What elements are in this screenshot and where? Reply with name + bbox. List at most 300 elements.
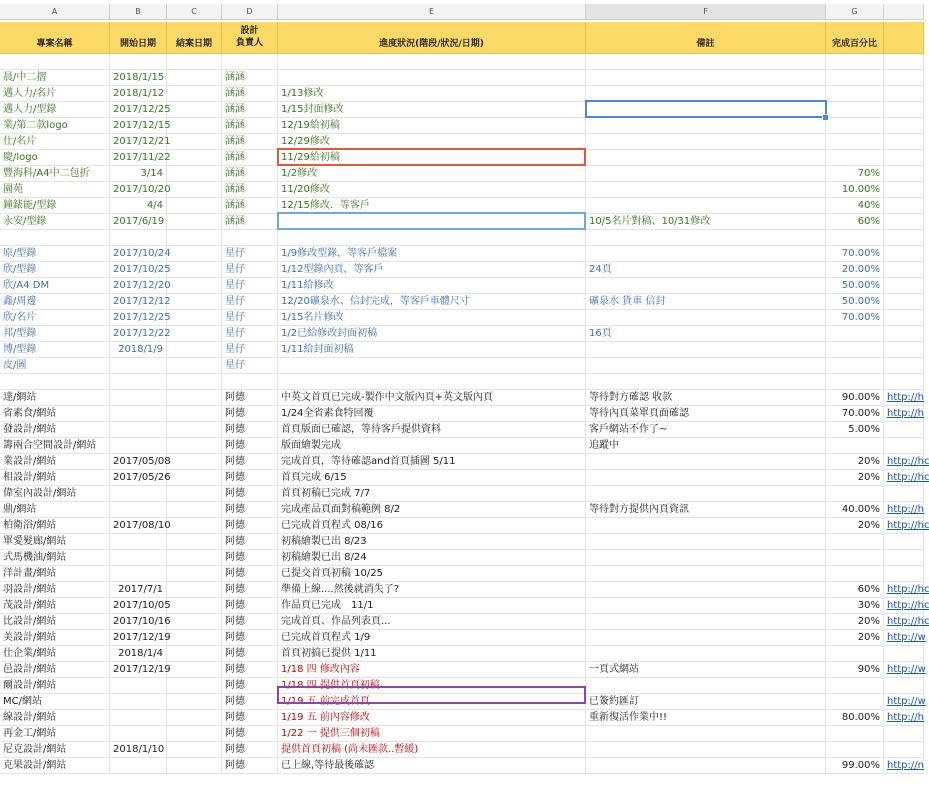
cell-link[interactable]	[884, 86, 924, 102]
cell-link[interactable]	[884, 678, 924, 694]
header-progress[interactable]: 進度狀況(階段/狀況/日期)	[278, 22, 586, 54]
cell-end-date[interactable]	[167, 390, 222, 406]
cell-project[interactable]: 原/型錄	[0, 246, 110, 262]
cell-percent[interactable]: 60%	[826, 214, 884, 230]
column-header-f[interactable]: F	[586, 4, 826, 20]
cell-owner[interactable]: 阿德	[222, 518, 278, 534]
cell-progress[interactable]: 完成首頁、作品列表頁...	[278, 614, 586, 630]
cell-notes[interactable]: 10/5名片對稿、10/31修改	[586, 214, 826, 230]
cell-notes[interactable]	[586, 134, 826, 150]
cell-progress[interactable]	[278, 54, 586, 70]
cell-start-date[interactable]: 2017/10/20	[110, 182, 167, 198]
cell-progress[interactable]: 1/13修改	[278, 86, 586, 102]
cell-percent[interactable]	[826, 438, 884, 454]
cell-end-date[interactable]	[167, 278, 222, 294]
cell-end-date[interactable]	[167, 422, 222, 438]
cell-end-date[interactable]	[167, 86, 222, 102]
cell-start-date[interactable]	[110, 486, 167, 502]
cell-end-date[interactable]	[167, 614, 222, 630]
cell-end-date[interactable]	[167, 646, 222, 662]
cell-start-date[interactable]	[110, 406, 167, 422]
cell-start-date[interactable]: 2017/12/15	[110, 118, 167, 134]
cell-progress[interactable]: 1/24全省素食特回覆	[278, 406, 586, 422]
column-header-b[interactable]: B	[110, 4, 167, 20]
cell-percent[interactable]: 20%	[826, 630, 884, 646]
cell-progress[interactable]: 版面繪製完成	[278, 438, 586, 454]
cell-percent[interactable]	[826, 646, 884, 662]
cell-link[interactable]: http://h	[884, 502, 924, 518]
cell-owner[interactable]: 阿德	[222, 726, 278, 742]
cell-project[interactable]	[0, 54, 110, 70]
cell-project[interactable]: 單愛髮廊/網站	[0, 534, 110, 550]
cell-start-date[interactable]	[110, 726, 167, 742]
cell-percent[interactable]	[826, 70, 884, 86]
cell-link[interactable]	[884, 534, 924, 550]
cell-percent[interactable]: 90.00%	[826, 390, 884, 406]
cell-project[interactable]: MC/網站	[0, 694, 110, 710]
column-header-g[interactable]: G	[826, 4, 884, 20]
cell-progress[interactable]: 完成產品頁面對稿範例 8/2	[278, 502, 586, 518]
cell-link[interactable]	[884, 230, 924, 246]
cell-notes[interactable]: 一頁式網站	[586, 662, 826, 678]
cell-end-date[interactable]	[167, 742, 222, 758]
cell-percent[interactable]	[826, 230, 884, 246]
cell-link[interactable]: http://w	[884, 694, 924, 710]
cell-owner[interactable]: 星仔	[222, 294, 278, 310]
cell-progress[interactable]: 1/15封面修改	[278, 102, 586, 118]
cell-percent[interactable]	[826, 134, 884, 150]
cell-notes[interactable]: 追蹤中	[586, 438, 826, 454]
cell-end-date[interactable]	[167, 758, 222, 774]
cell-owner[interactable]: 阿德	[222, 534, 278, 550]
cell-link[interactable]	[884, 550, 924, 566]
cell-owner[interactable]: 星仔	[222, 342, 278, 358]
cell-percent[interactable]	[826, 374, 884, 390]
cell-link[interactable]: http://h	[884, 406, 924, 422]
cell-owner[interactable]: 阿德	[222, 694, 278, 710]
cell-start-date[interactable]	[110, 390, 167, 406]
cell-project[interactable]: 爾設計/網站	[0, 678, 110, 694]
cell-notes[interactable]	[586, 358, 826, 374]
cell-percent[interactable]	[826, 678, 884, 694]
cell-project[interactable]: 再金工/網站	[0, 726, 110, 742]
cell-progress[interactable]: 1/2修改	[278, 166, 586, 182]
cell-notes[interactable]	[586, 342, 826, 358]
cell-notes[interactable]	[586, 582, 826, 598]
cell-owner[interactable]: 星仔	[222, 246, 278, 262]
cell-progress[interactable]: 初稿繪製已出 8/24	[278, 550, 586, 566]
cell-link[interactable]	[884, 246, 924, 262]
cell-notes[interactable]	[586, 70, 826, 86]
cell-progress[interactable]	[278, 230, 586, 246]
cell-project[interactable]: 晨/中二摺	[0, 70, 110, 86]
cell-owner[interactable]: 阿德	[222, 598, 278, 614]
cell-notes[interactable]: 16頁	[586, 326, 826, 342]
cell-end-date[interactable]	[167, 198, 222, 214]
cell-percent[interactable]: 70%	[826, 166, 884, 182]
cell-owner[interactable]: 阿德	[222, 550, 278, 566]
cell-project[interactable]: 業設計/網站	[0, 454, 110, 470]
cell-owner[interactable]: 涵涵	[222, 166, 278, 182]
cell-progress[interactable]: 1/2已給修改封面初稿	[278, 326, 586, 342]
cell-notes[interactable]: 24頁	[586, 262, 826, 278]
cell-percent[interactable]: 40.00%	[826, 502, 884, 518]
cell-end-date[interactable]	[167, 438, 222, 454]
cell-percent[interactable]: 10.00%	[826, 182, 884, 198]
cell-link[interactable]	[884, 294, 924, 310]
cell-end-date[interactable]	[167, 326, 222, 342]
cell-project[interactable]: 茂設計/網站	[0, 598, 110, 614]
cell-progress[interactable]	[278, 358, 586, 374]
cell-start-date[interactable]	[110, 566, 167, 582]
cell-notes[interactable]: 重新復活作業中!!	[586, 710, 826, 726]
cell-project[interactable]: 豐海科/A4中二包折	[0, 166, 110, 182]
cell-notes[interactable]	[586, 534, 826, 550]
cell-progress[interactable]: 12/29修改	[278, 134, 586, 150]
cell-project[interactable]: 欣/名片	[0, 310, 110, 326]
cell-owner[interactable]: 星仔	[222, 310, 278, 326]
column-header-h[interactable]	[884, 4, 924, 20]
cell-percent[interactable]: 70.00%	[826, 406, 884, 422]
cell-progress[interactable]: 1/9修改型錄，等客戶檔案	[278, 246, 586, 262]
cell-percent[interactable]	[826, 86, 884, 102]
cell-start-date[interactable]	[110, 230, 167, 246]
cell-owner[interactable]: 阿德	[222, 758, 278, 774]
cell-link[interactable]: http://w	[884, 662, 924, 678]
cell-start-date[interactable]: 3/14	[110, 166, 167, 182]
cell-link[interactable]: http://hc	[884, 470, 924, 486]
cell-percent[interactable]	[826, 342, 884, 358]
cell-end-date[interactable]	[167, 118, 222, 134]
cell-progress[interactable]: 已完成首頁程式 1/9	[278, 630, 586, 646]
cell-link[interactable]	[884, 54, 924, 70]
cell-project[interactable]: 鑫/周邊	[0, 294, 110, 310]
cell-project[interactable]: 式馬機油/網站	[0, 550, 110, 566]
cell-start-date[interactable]: 2017/10/24	[110, 246, 167, 262]
cell-percent[interactable]	[826, 486, 884, 502]
cell-start-date[interactable]: 2017/12/21	[110, 134, 167, 150]
cell-project[interactable]	[0, 230, 110, 246]
cell-link[interactable]	[884, 134, 924, 150]
cell-percent[interactable]: 40%	[826, 198, 884, 214]
cell-link[interactable]	[884, 438, 924, 454]
cell-notes[interactable]: 等待對方確認 收款	[586, 390, 826, 406]
header-owner[interactable]	[222, 22, 278, 54]
cell-end-date[interactable]	[167, 470, 222, 486]
cell-project[interactable]: 園苑	[0, 182, 110, 198]
cell-progress[interactable]	[278, 70, 586, 86]
cell-notes[interactable]	[586, 598, 826, 614]
cell-owner[interactable]: 星仔	[222, 326, 278, 342]
column-header-d[interactable]: D	[222, 4, 278, 20]
cell-end-date[interactable]	[167, 566, 222, 582]
cell-end-date[interactable]	[167, 486, 222, 502]
cell-progress[interactable]: 11/29給初稿	[278, 150, 586, 166]
cell-notes[interactable]: 等待對方提供內頁資訊	[586, 502, 826, 518]
cell-progress[interactable]: 12/20礦泉水、信封完成，等客戶車體尺寸	[278, 294, 586, 310]
cell-end-date[interactable]	[167, 358, 222, 374]
cell-owner[interactable]: 阿德	[222, 438, 278, 454]
cell-link[interactable]	[884, 742, 924, 758]
cell-notes[interactable]	[586, 470, 826, 486]
cell-notes[interactable]	[586, 742, 826, 758]
cell-link[interactable]: http://hc	[884, 614, 924, 630]
cell-notes[interactable]	[586, 486, 826, 502]
cell-end-date[interactable]	[167, 598, 222, 614]
cell-notes[interactable]	[586, 678, 826, 694]
cell-owner[interactable]: 星仔	[222, 358, 278, 374]
cell-percent[interactable]: 70.00%	[826, 246, 884, 262]
cell-start-date[interactable]: 2017/12/25	[110, 310, 167, 326]
cell-project[interactable]: 達/網站	[0, 390, 110, 406]
cell-percent[interactable]	[826, 742, 884, 758]
cell-progress[interactable]: 1/12型錄內頁，等客戶	[278, 262, 586, 278]
cell-end-date[interactable]	[167, 710, 222, 726]
cell-end-date[interactable]	[167, 102, 222, 118]
cell-link[interactable]: http://h	[884, 710, 924, 726]
cell-percent[interactable]: 20.00%	[826, 262, 884, 278]
cell-notes[interactable]	[586, 86, 826, 102]
cell-notes[interactable]	[586, 310, 826, 326]
cell-owner[interactable]	[222, 54, 278, 70]
cell-notes[interactable]	[586, 646, 826, 662]
cell-project[interactable]: 籌兩合空間設計/網站	[0, 438, 110, 454]
cell-start-date[interactable]	[110, 374, 167, 390]
cell-project[interactable]: 相設計/網站	[0, 470, 110, 486]
cell-end-date[interactable]	[167, 342, 222, 358]
cell-progress[interactable]: 首頁完成 6/15	[278, 470, 586, 486]
cell-start-date[interactable]: 2017/12/20	[110, 278, 167, 294]
cell-end-date[interactable]	[167, 262, 222, 278]
cell-owner[interactable]: 阿德	[222, 582, 278, 598]
cell-link[interactable]: http://hc	[884, 598, 924, 614]
cell-progress[interactable]: 1/18 四 提供首頁初稿	[278, 678, 586, 694]
cell-start-date[interactable]	[110, 534, 167, 550]
cell-start-date[interactable]: 2018/1/10	[110, 742, 167, 758]
cell-start-date[interactable]	[110, 54, 167, 70]
cell-percent[interactable]	[826, 54, 884, 70]
cell-link[interactable]	[884, 278, 924, 294]
cell-owner[interactable]: 阿德	[222, 406, 278, 422]
cell-owner[interactable]: 涵涵	[222, 118, 278, 134]
cell-project[interactable]: 邁人力/型錄	[0, 102, 110, 118]
column-header-c[interactable]: C	[167, 4, 222, 20]
cell-owner[interactable]: 涵涵	[222, 150, 278, 166]
cell-start-date[interactable]: 2018/1/4	[110, 646, 167, 662]
cell-progress[interactable]: 1/19 五 前完成首頁	[278, 694, 586, 710]
cell-notes[interactable]	[586, 198, 826, 214]
cell-start-date[interactable]: 4/4	[110, 198, 167, 214]
cell-project[interactable]: 欣/A4 DM	[0, 278, 110, 294]
cell-link[interactable]	[884, 374, 924, 390]
header-percent[interactable]: 完成百分比	[826, 22, 884, 54]
cell-project[interactable]: 洋計畫/網站	[0, 566, 110, 582]
cell-percent[interactable]	[826, 534, 884, 550]
cell-progress[interactable]: 已提交首頁初稿 10/25	[278, 566, 586, 582]
cell-project[interactable]: 仕企業/網站	[0, 646, 110, 662]
cell-end-date[interactable]	[167, 582, 222, 598]
header-end-date[interactable]: 結案日期	[167, 22, 222, 54]
cell-start-date[interactable]: 2017/6/19	[110, 214, 167, 230]
cell-project[interactable]: 比設計/網站	[0, 614, 110, 630]
cell-link[interactable]	[884, 198, 924, 214]
cell-notes[interactable]	[586, 566, 826, 582]
cell-percent[interactable]	[826, 326, 884, 342]
cell-link[interactable]	[884, 646, 924, 662]
cell-progress[interactable]	[278, 214, 586, 230]
cell-start-date[interactable]: 2017/05/26	[110, 470, 167, 486]
cell-start-date[interactable]: 2017/12/19	[110, 662, 167, 678]
cell-progress[interactable]: 首頁初稿已完成 7/7	[278, 486, 586, 502]
cell-progress[interactable]: 11/20修改	[278, 182, 586, 198]
cell-end-date[interactable]	[167, 134, 222, 150]
cell-link[interactable]	[884, 118, 924, 134]
cell-end-date[interactable]	[167, 518, 222, 534]
cell-owner[interactable]: 涵涵	[222, 198, 278, 214]
cell-end-date[interactable]	[167, 550, 222, 566]
cell-notes[interactable]	[586, 150, 826, 166]
cell-end-date[interactable]	[167, 166, 222, 182]
cell-owner[interactable]: 涵涵	[222, 214, 278, 230]
cell-start-date[interactable]: 2017/7/1	[110, 582, 167, 598]
cell-start-date[interactable]	[110, 550, 167, 566]
cell-percent[interactable]: 70.00%	[826, 310, 884, 326]
cell-link[interactable]	[884, 150, 924, 166]
cell-percent[interactable]	[826, 118, 884, 134]
cell-end-date[interactable]	[167, 214, 222, 230]
cell-end-date[interactable]	[167, 662, 222, 678]
cell-project[interactable]: 邑設計/網站	[0, 662, 110, 678]
cell-link[interactable]	[884, 214, 924, 230]
cell-start-date[interactable]	[110, 678, 167, 694]
cell-notes[interactable]	[586, 166, 826, 182]
cell-link[interactable]	[884, 310, 924, 326]
cell-notes[interactable]	[586, 278, 826, 294]
cell-link[interactable]	[884, 566, 924, 582]
cell-project[interactable]: 業/第二款logo	[0, 118, 110, 134]
cell-owner[interactable]: 阿德	[222, 566, 278, 582]
cell-percent[interactable]: 20%	[826, 454, 884, 470]
cell-progress[interactable]: 1/22 一 提供三個初稿	[278, 726, 586, 742]
cell-link[interactable]	[884, 358, 924, 374]
cell-end-date[interactable]	[167, 502, 222, 518]
cell-progress[interactable]: 已上線,等待最後確認	[278, 758, 586, 774]
cell-progress[interactable]: 提供首頁初稿 (尚未匯款..暫緩)	[278, 742, 586, 758]
cell-link[interactable]	[884, 726, 924, 742]
cell-project[interactable]: 省素食/網站	[0, 406, 110, 422]
cell-start-date[interactable]: 2017/11/22	[110, 150, 167, 166]
header-project[interactable]: 專案名稱	[0, 22, 110, 54]
cell-notes[interactable]	[586, 630, 826, 646]
cell-owner[interactable]: 阿德	[222, 630, 278, 646]
cell-end-date[interactable]	[167, 182, 222, 198]
cell-start-date[interactable]: 2017/05/08	[110, 454, 167, 470]
cell-owner[interactable]: 星仔	[222, 278, 278, 294]
cell-project[interactable]: 邦/型錄	[0, 326, 110, 342]
cell-owner[interactable]: 阿德	[222, 470, 278, 486]
cell-progress[interactable]: 準備上線....然後就消失了?	[278, 582, 586, 598]
cell-owner[interactable]: 阿德	[222, 742, 278, 758]
cell-start-date[interactable]: 2017/10/05	[110, 598, 167, 614]
cell-link[interactable]	[884, 262, 924, 278]
cell-owner[interactable]: 涵涵	[222, 182, 278, 198]
cell-notes[interactable]	[586, 182, 826, 198]
cell-percent[interactable]	[826, 726, 884, 742]
cell-progress[interactable]: 1/18 四 修改內容	[278, 662, 586, 678]
cell-start-date[interactable]: 2017/12/22	[110, 326, 167, 342]
cell-link[interactable]: http://h	[884, 390, 924, 406]
cell-end-date[interactable]	[167, 694, 222, 710]
cell-project[interactable]	[0, 374, 110, 390]
cell-percent[interactable]: 80.00%	[826, 710, 884, 726]
cell-start-date[interactable]: 2017/12/12	[110, 294, 167, 310]
cell-progress[interactable]: 12/19給初稿	[278, 118, 586, 134]
cell-progress[interactable]: 12/15修改．等客戶	[278, 198, 586, 214]
cell-percent[interactable]	[826, 102, 884, 118]
cell-percent[interactable]: 99.00%	[826, 758, 884, 774]
cell-owner[interactable]: 涵涵	[222, 70, 278, 86]
cell-link[interactable]: http://hc	[884, 454, 924, 470]
cell-end-date[interactable]	[167, 310, 222, 326]
cell-owner[interactable]: 阿德	[222, 486, 278, 502]
cell-percent[interactable]: 20%	[826, 470, 884, 486]
cell-progress[interactable]: 1/15名片修改	[278, 310, 586, 326]
cell-end-date[interactable]	[167, 294, 222, 310]
cell-owner[interactable]	[222, 230, 278, 246]
cell-owner[interactable]: 涵涵	[222, 134, 278, 150]
cell-end-date[interactable]	[167, 726, 222, 742]
cell-percent[interactable]: 50.00%	[826, 278, 884, 294]
cell-start-date[interactable]: 2017/10/25	[110, 262, 167, 278]
cell-project[interactable]: 發設計/網站	[0, 422, 110, 438]
cell-progress[interactable]: 1/19 五 前內容修改	[278, 710, 586, 726]
cell-project[interactable]: 博/型錄	[0, 342, 110, 358]
cell-start-date[interactable]	[110, 710, 167, 726]
cell-progress[interactable]: 首頁版面已確認，等待客戶提供資料	[278, 422, 586, 438]
cell-owner[interactable]: 涵涵	[222, 86, 278, 102]
cell-end-date[interactable]	[167, 70, 222, 86]
cell-start-date[interactable]	[110, 438, 167, 454]
cell-owner[interactable]: 涵涵	[222, 102, 278, 118]
cell-percent[interactable]	[826, 694, 884, 710]
cell-notes[interactable]: 等待內頁菜單頁面確認	[586, 406, 826, 422]
cell-end-date[interactable]	[167, 150, 222, 166]
cell-notes[interactable]	[586, 454, 826, 470]
cell-end-date[interactable]	[167, 246, 222, 262]
header-blank[interactable]	[884, 22, 924, 54]
cell-project[interactable]: 克果設計/網站	[0, 758, 110, 774]
cell-link[interactable]	[884, 326, 924, 342]
cell-end-date[interactable]	[167, 534, 222, 550]
cell-notes[interactable]	[586, 230, 826, 246]
cell-owner[interactable]: 阿德	[222, 678, 278, 694]
cell-owner[interactable]: 阿德	[222, 662, 278, 678]
cell-end-date[interactable]	[167, 406, 222, 422]
cell-percent[interactable]	[826, 566, 884, 582]
cell-owner[interactable]	[222, 374, 278, 390]
cell-notes[interactable]	[586, 118, 826, 134]
cell-owner[interactable]: 阿德	[222, 502, 278, 518]
cell-notes[interactable]: 已簽約匯訂	[586, 694, 826, 710]
cell-end-date[interactable]	[167, 454, 222, 470]
cell-start-date[interactable]	[110, 422, 167, 438]
cell-percent[interactable]: 90%	[826, 662, 884, 678]
cell-project[interactable]: 偉室內設計/網站	[0, 486, 110, 502]
cell-progress[interactable]: 作品頁已完成 11/1	[278, 598, 586, 614]
cell-start-date[interactable]: 2017/10/16	[110, 614, 167, 630]
cell-project[interactable]: 尼克設計/網站	[0, 742, 110, 758]
cell-percent[interactable]: 5.00%	[826, 422, 884, 438]
